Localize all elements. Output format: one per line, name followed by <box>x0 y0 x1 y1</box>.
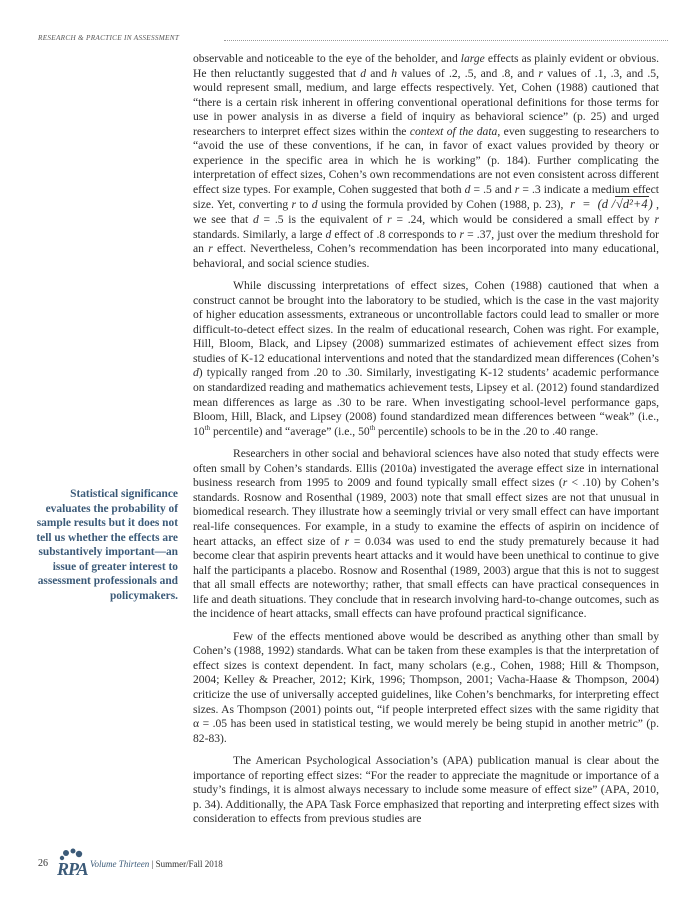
running-title: RESEARCH & PRACTICE IN ASSESSMENT <box>38 34 180 42</box>
page-number: 26 <box>38 858 48 869</box>
pull-quote-sidenote: Statistical significance evaluates the probability of sample results but it does not tell us whether the effects are substantively important—an issue of greater interest to assessment professionals and policymakers. <box>36 488 178 602</box>
issue-separator: | <box>151 859 154 869</box>
issue-info <box>90 859 223 869</box>
header-dotted-rule <box>224 40 668 41</box>
paragraph-5: The American Psychological Association’s (APA) publication manual is clear about the importance of reporting effect sizes: “For the reader to appreciate the magnitude or importance of a study’s findings, it is almost always necessary to include some measure of effect size” (APA, 2010, p. 34). Additionally, the APA Task Force emphasized that reporting and interpreting effect sizes with consideration to effects from previous studies are <box>193 754 659 826</box>
paragraph-2: While discussing interpretations of effect sizes, Cohen (1988) cautioned that when a construct cannot be brought into the laboratory to be studied, which is the case in the vast majority of higher education assessments, extraneous or uncontrollable factors could lead to smaller or more difficult-to-detect effect sizes. In the realm of educational research, Cohen was right. For example, Hill, Bloom, Black, and Lipsey (2008) summarized estimates of achievement effect sizes from studies of K-12 educational interventions and noted that the standardized mean differences (Cohen’s d) typically ranged from .20 to .30. Similarly, investigating K-12 students’ academic performance on standardized reading and mathematics achievement tests, Lipsey et al. (2012) found standardized mean differences as large as .30 to be rare. When investigating school-level performance gaps, Bloom, Hill, Black, and Lipsey (2008) found standardized mean differences between “weak” (i.e., 10th percentile) and “average” (i.e., 50th percentile) schools to be in the .20 to .40 range. <box>193 279 659 438</box>
paragraph-3: Researchers in other social and behavioral sciences have also noted that study effects were often small by Cohen’s standards. Ellis (2010a) investigated the average effect size in international business research from 1995 to 2009 and found typically small effect sizes (r < .10) by Cohen’s standards. Rosnow and Rosenthal (1989, 2003) note that small effect sizes are not that unusual in biomedical research. They illustrate how a seemingly trivial or very small effect can have important real-life consequences. For example, in a study to examine the effects of aspirin on incidence of heart attacks, an effect size of r = 0.034 was used to end the study prematurely because it had become clear that aspirin prevents heart attacks and it would have been unethical to continue to give half the participants a placebo. Rosnow and Rosenthal (1989, 2003) argue that this is not to suggest that all small effects are noteworthy; rather, that small effects can have practical consequences in life and death situations. They conclude that in research involving hard-to-change outcomes, such as the incidence of heart attacks, small effects can have profound practical significance. <box>193 447 659 621</box>
volume-label: Volume Thirteen <box>90 859 150 869</box>
issue-label: Summer/Fall 2018 <box>155 859 223 869</box>
paragraph-4: Few of the effects mentioned above would be described as anything other than small by Cohen’s (1988, 1992) standards. What can be taken from these examples is that the interpretation of effect sizes is context dependent. In fact, many scholars (e.g., Cohen, 1988; Hill & Thompson, 2004; Kelley & Preacher, 2012; Kirk, 1996; Thompson, 2001; Vacha-Haase & Thompson, 2004) criticize the use of universally accepted guidelines, like Cohen’s benchmarks, for interpreting effect sizes. As Thompson (2001) points out, “if people interpreted effect sizes with the same rigidity that α = .05 has been used in statistical testing, we would merely be being stupid in another metric” (p. 82-83). <box>193 629 659 745</box>
page-footer <box>38 848 438 878</box>
paragraph-1: observable and noticeable to the eye of the beholder, and large effects as plainly evident or obvious. He then reluctantly suggested that d and h values of .2, .5, and .8, and r values of .1, .3, and .5, would represent small, medium, and large effects respectively. Yet, Cohen (1988) cautioned that “there is a certain risk inherent in offering conventional operational definitions for those terms for use in power analysis in as diverse a field of inquiry as behavioral science” (p. 25) and urged researchers to interpret effect sizes within the context of the data, even suggesting to researchers to “avoid the use of these conventions, if he can, in favor of exact values provided by theory or experience in the specific area in which he is working” (p. 184). Further complicating the interpretation of effect sizes, Cohen’s own recommendations are not even consistent across different effect size types. For example, Cohen suggested that both d = .5 and r = .3 indicate a medium effect size. Yet, converting r to d using the formula provided by Cohen (1988, p. 23), r = (d /√d²+4) , we see that d = .5 is the equivalent of r = .24, which would be considered a small effect by r standards. Similarly, a large d effect of .8 corresponds to r = .37, just over the medium threshold for an r effect. Nevertheless, Cohen’s recommendation has been incorporated into many educational, behavioral, and social science studies. <box>193 52 660 270</box>
article-body <box>193 52 659 835</box>
logo-text: RPA <box>57 859 88 879</box>
running-header <box>38 34 668 46</box>
